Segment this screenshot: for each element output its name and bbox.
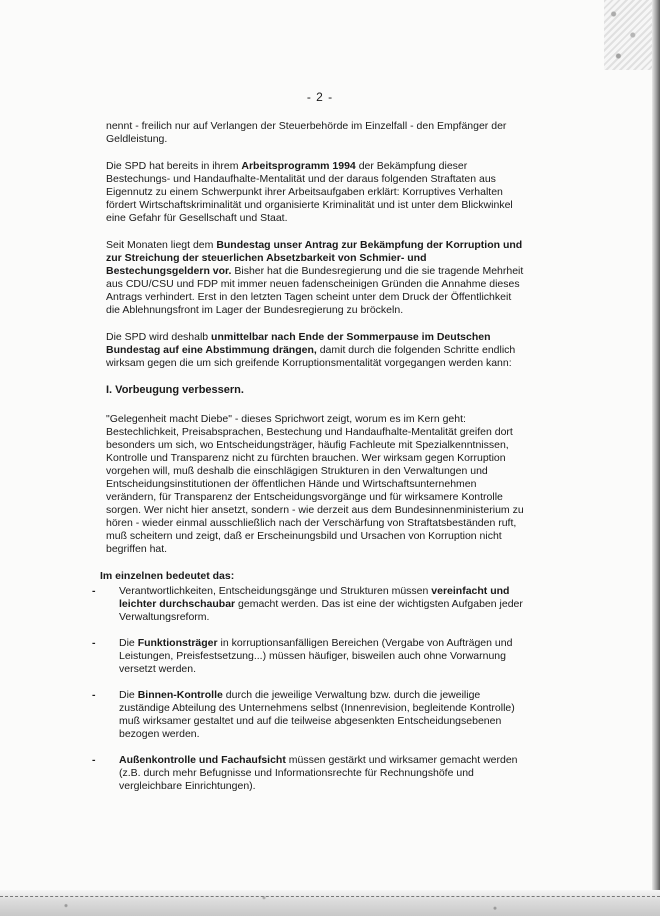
dash-bullet: - [92,754,96,766]
dash-bullet: - [92,585,96,597]
list-item-text-b: durch die jeweilige Verwaltung bzw. durch die jeweilige zuständige Abteilung des Unternehmens selbst (Innenrevision, begleitende Kontrolle) muß wirksamer gestaltet und auf die teilweise abgesenkten Entscheidungsebenen bezogen werden. [119,689,515,740]
paragraph-4-text-b: damit durch die folgenden Schritte endlich wirksam gegen die um sich greifende Korruptionsmentalität vorgegangen werden kann: [106,344,516,369]
list-item [92,689,526,741]
paragraph-3-text-b: Bisher hat die Bundesregierung und die sie tragende Mehrheit aus CDU/CSU und FDP mit immer neuen fadenscheinigen Gründen die Annahme dieses Antrags verhindert. Erst in den letzten Tagen scheint unter dem Druck der Öffentlichkeit die Ablehnungsfront im Lager der Bundesregierung zu bröckeln. [106,265,524,316]
list-item [92,754,526,793]
list-item-emphasis: Außenkontrolle und Fachaufsicht [119,754,286,766]
paragraph-2-text-b: der Bekämpfung dieser Bestechungs- und Handaufhalte-Mentalität und der daraus folgenden Straftaten aus Eigennutz zu einem Schwerpunkt ihrer Arbeitsaufgaben erklärt: Korruptives Verhalten fördert Wirtschaftskriminalität und organisierte Kriminalität und ist unter dem Blickwinkel eine Gefahr für Gesellschaft und Staat. [106,160,513,224]
list-intro: Im einzelnen bedeutet das: [100,570,235,582]
paragraph-2-text-a: Die SPD hat bereits in ihrem [106,160,242,172]
list-item-text-a: Die [119,689,138,701]
list-item-emphasis: vereinfacht und leichter durchschaubar [119,585,510,610]
dash-bullet: - [92,637,96,649]
paragraph-2 [106,160,526,225]
section-heading: I. Vorbeugung verbessern. [106,384,244,396]
paragraph-3-emphasis: Bundestag unser Antrag zur Bekämpfung der Korruption und zur Streichung der steuerlichen Absetzbarkeit von Schmier- und Bestechungsgeldern vor. [106,239,523,277]
paragraph-2-emphasis: Arbeitsprogramm 1994 [241,160,356,172]
paragraph-3-text-a: Seit Monaten liegt dem [106,239,217,251]
page-number: - 2 - [306,90,334,104]
list-item-text-a: Verantwortlichkeiten, Entscheidungsgänge und Strukturen müssen [119,585,432,597]
measures-list [92,585,526,793]
paragraph-4-text-a: Die SPD wird deshalb [106,331,212,343]
scan-bottom-edge [0,890,660,916]
dash-bullet: - [92,689,96,701]
paragraph-3 [106,239,526,317]
list-item-text-b: gemacht werden. Das ist eine der wichtigsten Aufgaben jeder Verwaltungsreform. [119,598,523,623]
scan-corner-artifact [604,0,652,70]
document-body [92,120,526,806]
list-item-text-a: Die [119,637,138,649]
list-item [92,637,526,676]
list-item-text-b: müssen gestärkt und wirksamer gemacht werden (z.B. durch mehr Befugnisse und Informationsrechte für Rechnungshöfe und vergleichbare Einrichtungen). [119,754,518,792]
scan-right-edge [652,0,660,916]
list-item-text-b: in korruptionsanfälligen Bereichen (Vergabe von Aufträgen und Leistungen, Preisfestsetzung...) müssen häufiger, bisweilen auch ohne Vorwarnung versetzt werden. [119,637,513,675]
list-item-emphasis: Funktionsträger [137,637,218,649]
list-item [92,585,526,624]
list-item-emphasis: Binnen-Kontrolle [137,689,223,701]
section-body: "Gelegenheit macht Diebe" - dieses Sprichwort zeigt, worum es im Kern geht: Bestechlichkeit, Preisabsprachen, Bestechung und Handaufhalte-Mentalität greifen dort besonders um sich, wo Entscheidungsträger, häufig Fachleute mit Spezialkenntnissen, Kontrolle und Transparenz nicht zu fürchten brauchen. Wer wirksam gegen Korruption vorgehen will, muß deshalb die einschlägigen Strukturen in den Verwaltungen und Entscheidungsinstitutionen der öffentlichen Hände und Wirtschaftsunternehmen verändern, für Transparenz der Entscheidungsvorgänge und für wirksamere Kontrolle sorgen. Wer nicht hier ansetzt, sondern - wie derzeit aus dem Bundesinnenministerium zu hören - wieder einmal ausschließlich nach der Verschärfung von Straftatsbeständen ruft, muß scheitern und zeigt, daß er Erscheinungsbild und Ursachen von Korruption nicht begriffen hat. [106,413,524,555]
paragraph-1: nennt - freilich nur auf Verlangen der Steuerbehörde im Einzelfall - den Empfänger der Geldleistung. [106,120,507,145]
paragraph-4 [106,331,526,370]
paragraph-4-emphasis: unmittelbar nach Ende der Sommerpause im Deutschen Bundestag auf eine Abstimmung drängen, [106,331,491,356]
